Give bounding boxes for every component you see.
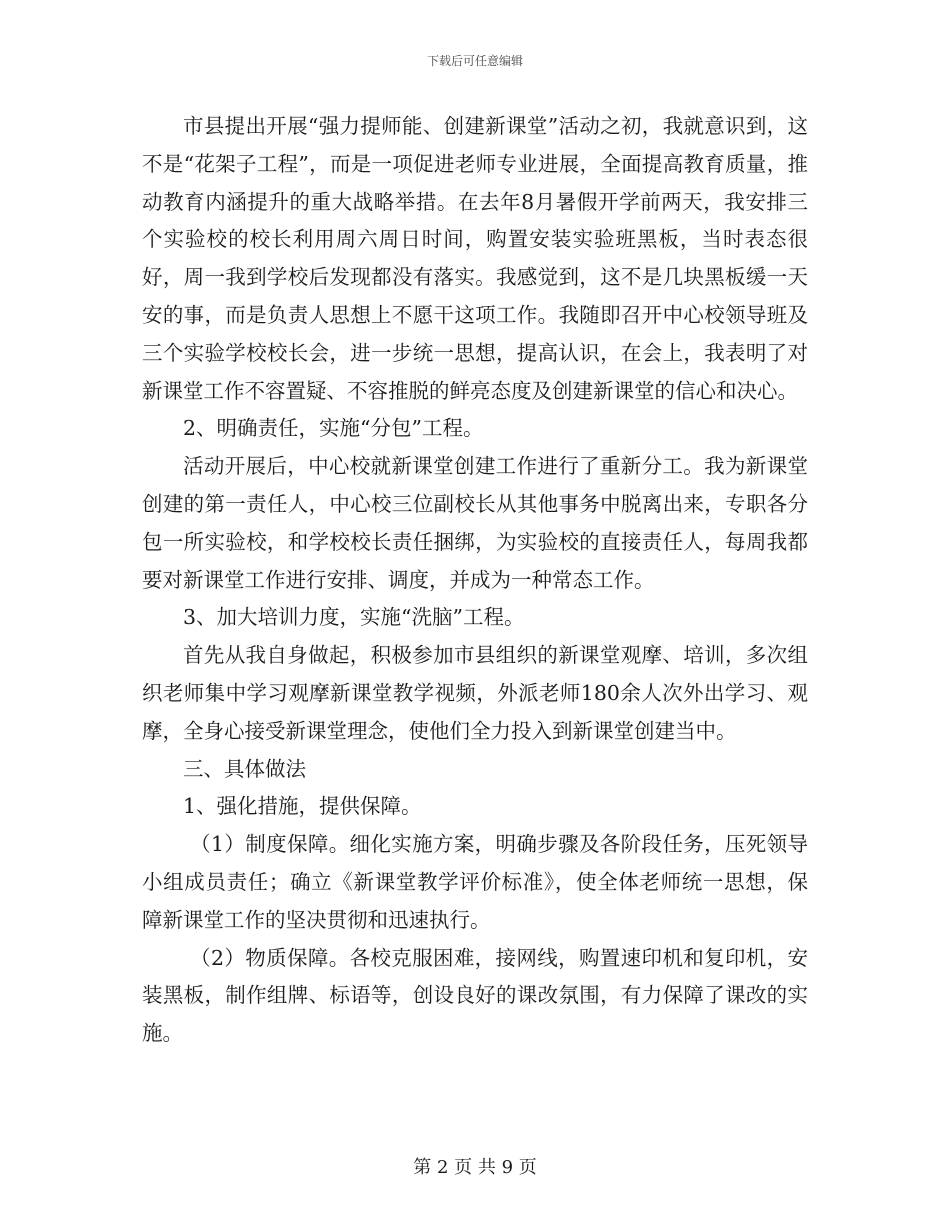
heading-clarify-responsibility: 2、明确责任，实施“分包”工程。 (183, 416, 484, 441)
paragraph-system-guarantee: （1）制度保障。细化实施方案，明确步骤及各阶段任务，压死领导小组成员责任；确立《新课堂教学评价标准》，使全体老师统一思想，保障新课堂工作的坚决贯彻和迅速执行。 (142, 832, 808, 932)
heading-strengthen-measures: 1、强化措施，提供保障。 (183, 794, 422, 819)
page-number: 第 2 页 共 9 页 (413, 1157, 537, 1178)
page-header-note: 下载后可任意编辑 (426, 54, 523, 68)
document-body (142, 108, 808, 1053)
paragraph-training: 首先从我自身做起，积极参加市县组织的新课堂观摩、培训，多次组织老师集中学习观摩新课堂教学视频，外派老师180余人次外出学习、观摩，全身心接受新课堂理念，使他们全力投入到新课堂创建当中。 (142, 643, 808, 743)
heading-section-three: 三、具体做法 (183, 756, 306, 781)
paragraph-material-guarantee: （2）物质保障。各校克服困难，接网线，购置速印机和复印机，安装黑板，制作组牌、标语等，创设良好的课改氛围，有力保障了课改的实施。 (142, 945, 808, 1046)
paragraph-responsibility: 活动开展后，中心校就新课堂创建工作进行了重新分工。我为新课堂创建的第一责任人，中心校三位副校长从其他事务中脱离出来，专职各分包一所实验校，和学校校长责任捆绑，为实验校的直接责任人，每周我都要对新课堂工作进行安排、调度，并成为一种常态工作。 (142, 454, 808, 592)
paragraph-intro: 市县提出开展“强力提师能、创建新课堂”活动之初，我就意识到，这不是“花架子工程”，而是一项促进老师专业进展，全面提高教育质量，推动教育内涵提升的重大战略举措。在去年8月暑假开学前两天，我安排三个实验校的校长利用周六周日时间，购置安装实验班黑板，当时表态很好，周一我到学校后发现都没有落实。我感觉到，这不是几块黑板缓一天安的事，而是负责人思想上不愿干这项工作。我随即召开中心校领导班及三个实验学校校长会，进一步统一思想，提高认识，在会上，我表明了对新课堂工作不容置疑、不容推脱的鲜亮态度及创建新课堂的信心和决心。 (142, 114, 808, 403)
heading-training: 3、加大培训力度，实施“洗脑”工程。 (183, 605, 525, 630)
